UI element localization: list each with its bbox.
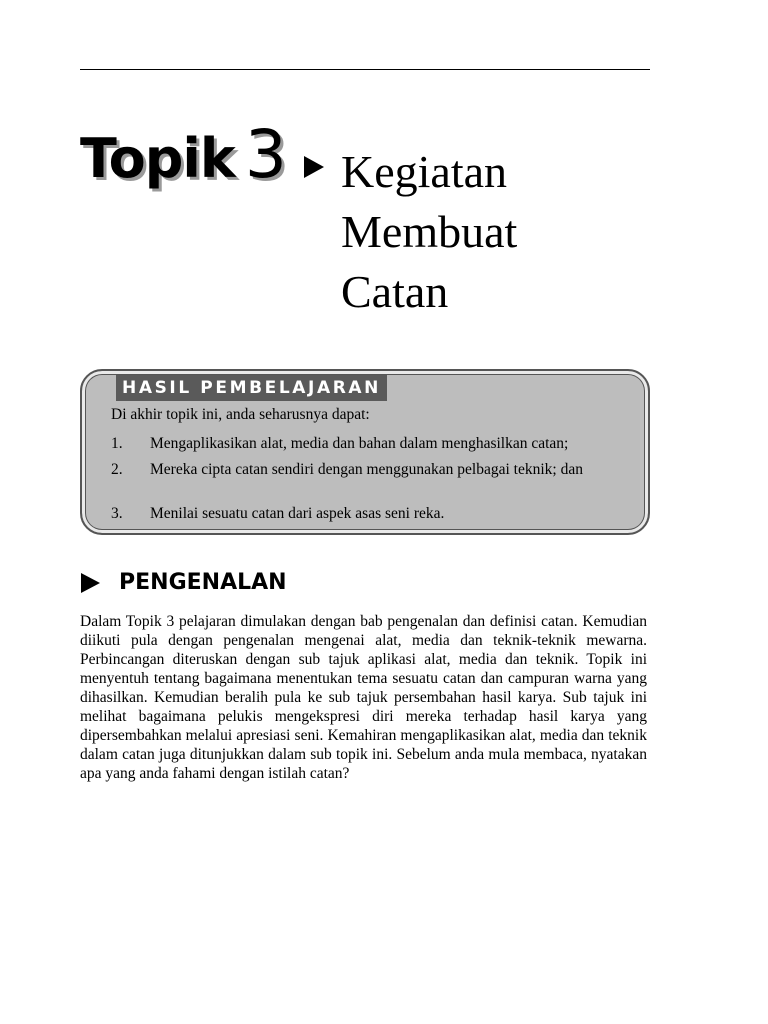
chapter-title-line: Catan: [341, 266, 449, 317]
chapter-label-text: Topik: [80, 127, 235, 190]
chapter-number: 3: [244, 116, 286, 193]
chapter-title-line: Kegiatan: [341, 146, 508, 197]
item-text: Mereka cipta catan sendiri dengan menggunakan pelbagai teknik; dan: [150, 461, 583, 478]
item-number: 2.: [111, 461, 123, 478]
item-number: 1.: [111, 435, 123, 452]
learning-outcomes-intro: Di akhir topik ini, anda seharusnya dapat:: [111, 406, 370, 423]
item-number: 3.: [111, 505, 123, 522]
header-rule: [80, 69, 650, 70]
chapter-title-line: Membuat: [341, 206, 518, 257]
chapter-title: [341, 142, 517, 322]
section-arrow-icon: [81, 573, 100, 593]
section-heading: PENGENALAN: [119, 570, 287, 595]
item-text: Menilai sesuatu catan dari aspek asas seni reka.: [150, 505, 445, 522]
section-paragraph: Dalam Topik 3 pelajaran dimulakan dengan bab pengenalan dan definisi catan. Kemudian diikuti pula dengan pengenalan mengenai alat, media dan teknik-teknik mewarna. Perbincangan diteruskan dengan sub tajuk aplikasi alat, media dan teknik. Topik ini menyentuh tentang bagaimana menentukan tema sesuatu catan dan campuran warna yang dihasilkan. Kemudian beralih pula ke sub tajuk persembahan hasil karya. Sub tajuk ini melihat bagaimana pelukis mengekspresi diri mereka terhadap hasil karya yang dipersembahkan melalui apresiasi seni. Kemahiran mengaplikasikan alat, media dan teknik dalam catan juga ditunjukkan dalam sub topik ini. Sebelum anda mula membaca, nyatakan apa yang anda fahami dengan istilah catan?: [80, 613, 647, 782]
item-text: Mengaplikasikan alat, media dan bahan dalam menghasilkan catan;: [150, 435, 569, 452]
learning-outcomes-heading: HASIL PEMBELAJARAN: [116, 375, 387, 401]
chapter-label: [80, 116, 286, 193]
title-arrow-icon: [304, 156, 324, 178]
